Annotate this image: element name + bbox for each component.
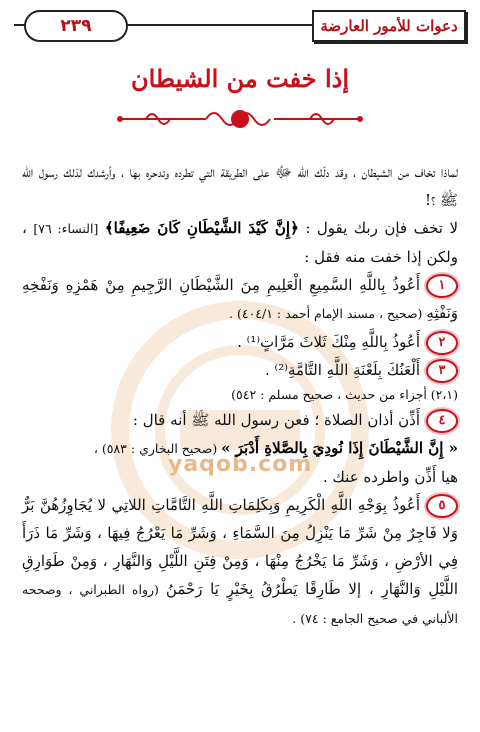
quran-verse: ﴿إِنَّ كَيْدَ الشَّيْطَانِ كَانَ ضَعِيفًا﴾: [104, 219, 299, 237]
dua-item-3: [22, 356, 458, 384]
dua-text: أَلْعَنُكَ بِلَعْنَةِ اللَّهِ التَّامَّةِ⁽²⁾ .: [265, 361, 420, 379]
dua-item-1: [22, 271, 458, 328]
intro-paragraph-2: [22, 214, 458, 271]
hadith-reference: (صحيح البخاري : ٥٨٣) ،: [93, 441, 222, 456]
page-number: ٢٣٩: [24, 10, 128, 42]
chapter-title: إذا خفت من الشيطان: [130, 64, 349, 93]
dua-text: أَعُوذُ بِوَجْهِ اللَّهِ الْكَرِيمِ وَبِكَلِمَاتِ اللَّهِ التَّامَّاتِ اللاتِي لا يُجَاوِزُهُنَّ بَرٌّ وَلا فَاجِرٌ مِنْ شَرِّ مَا يَنْزِلُ مِنَ السَّمَاءِ ، وَشَرِّ مَا يَعْرُجُ فِيهَا ، وَشَرِّ مَا ذَرَأَ فِي الأرْضِ ، وَشَرِّ مَا يَخْرُجُ مِنْهَا ، وَمِنْ فِتَنِ اللَّيْلِ وَالنَّهَارِ ، وَمِنْ طَوَارِقِ اللَّيْلِ وَالنَّهَارِ ، إلا طَارِقًا يَطْرُقُ بِخَيْرٍ يَا رَحْمَنُ: [22, 496, 459, 598]
item-number-badge: ٤: [426, 409, 458, 433]
item4-line3: هيا أَذِّن واطرده عنك .: [323, 468, 458, 486]
dua-item-4: [22, 406, 458, 491]
footnote: (٢،١) أجزاء من حديث ، صحيح مسلم : ٥٤٢): [231, 387, 458, 402]
page-body: [22, 158, 458, 633]
dua-item-2: [22, 328, 458, 356]
dua-item-5: [22, 491, 458, 633]
intro-lead: لا تخف فإن ربك يقول :: [298, 219, 459, 237]
ornament-divider-icon: [116, 104, 364, 134]
dua-reference: (رواه الطبراني ، وصححه الألباني في صحيح الجامع : ٧٤) .: [22, 582, 458, 626]
dua-text: أَعُوذُ بِاللَّهِ السَّمِيعِ الْعَلِيمِ مِنَ الشَّيْطَانِ الرَّجِيمِ مِنْ هَمْزِهِ وَنَفْخِهِ وَنَفْثِهِ: [22, 276, 458, 322]
page-header: [14, 10, 466, 40]
intro-tail: ، ولكن إذا خفت منه فقل :: [22, 219, 458, 266]
running-title: دعوات للأمور العارضة: [312, 10, 466, 42]
watermark-text: yaqob.com: [168, 452, 313, 477]
dua-text: أَعُوذُ بِاللَّهِ مِنْكَ ثَلاثَ مَرَّاتٍ⁽¹⁾ .: [237, 333, 420, 351]
hadith-quote: « إِنَّ الشَّيْطَانَ إِذَا نُودِيَ بِالصَّلاةِ أَدْبَرَ »: [221, 439, 458, 457]
item-number-badge: ٥: [426, 494, 458, 518]
item-number-badge: ١: [426, 274, 458, 298]
verse-reference: [النساء: ٧٦]: [33, 221, 99, 236]
item4-line1: أَذِّن أذان الصلاة ؛ فعن رسول الله ﷺ أنه قال :: [132, 411, 420, 429]
intro-paragraph-1: لماذا تخاف من الشيطان ، وقد دلّك الله ﷻ على الطريقة التي تطرده وتدحره بها ، وأرشدك لذلك رسول الله ﷺ ؟!: [22, 163, 458, 209]
item-number-badge: ٣: [426, 359, 458, 383]
item-number-badge: ٢: [426, 331, 458, 355]
dua-reference: (صحيح ، مسند الإمام أحمد : ٤٠٤/١) .: [229, 306, 427, 321]
